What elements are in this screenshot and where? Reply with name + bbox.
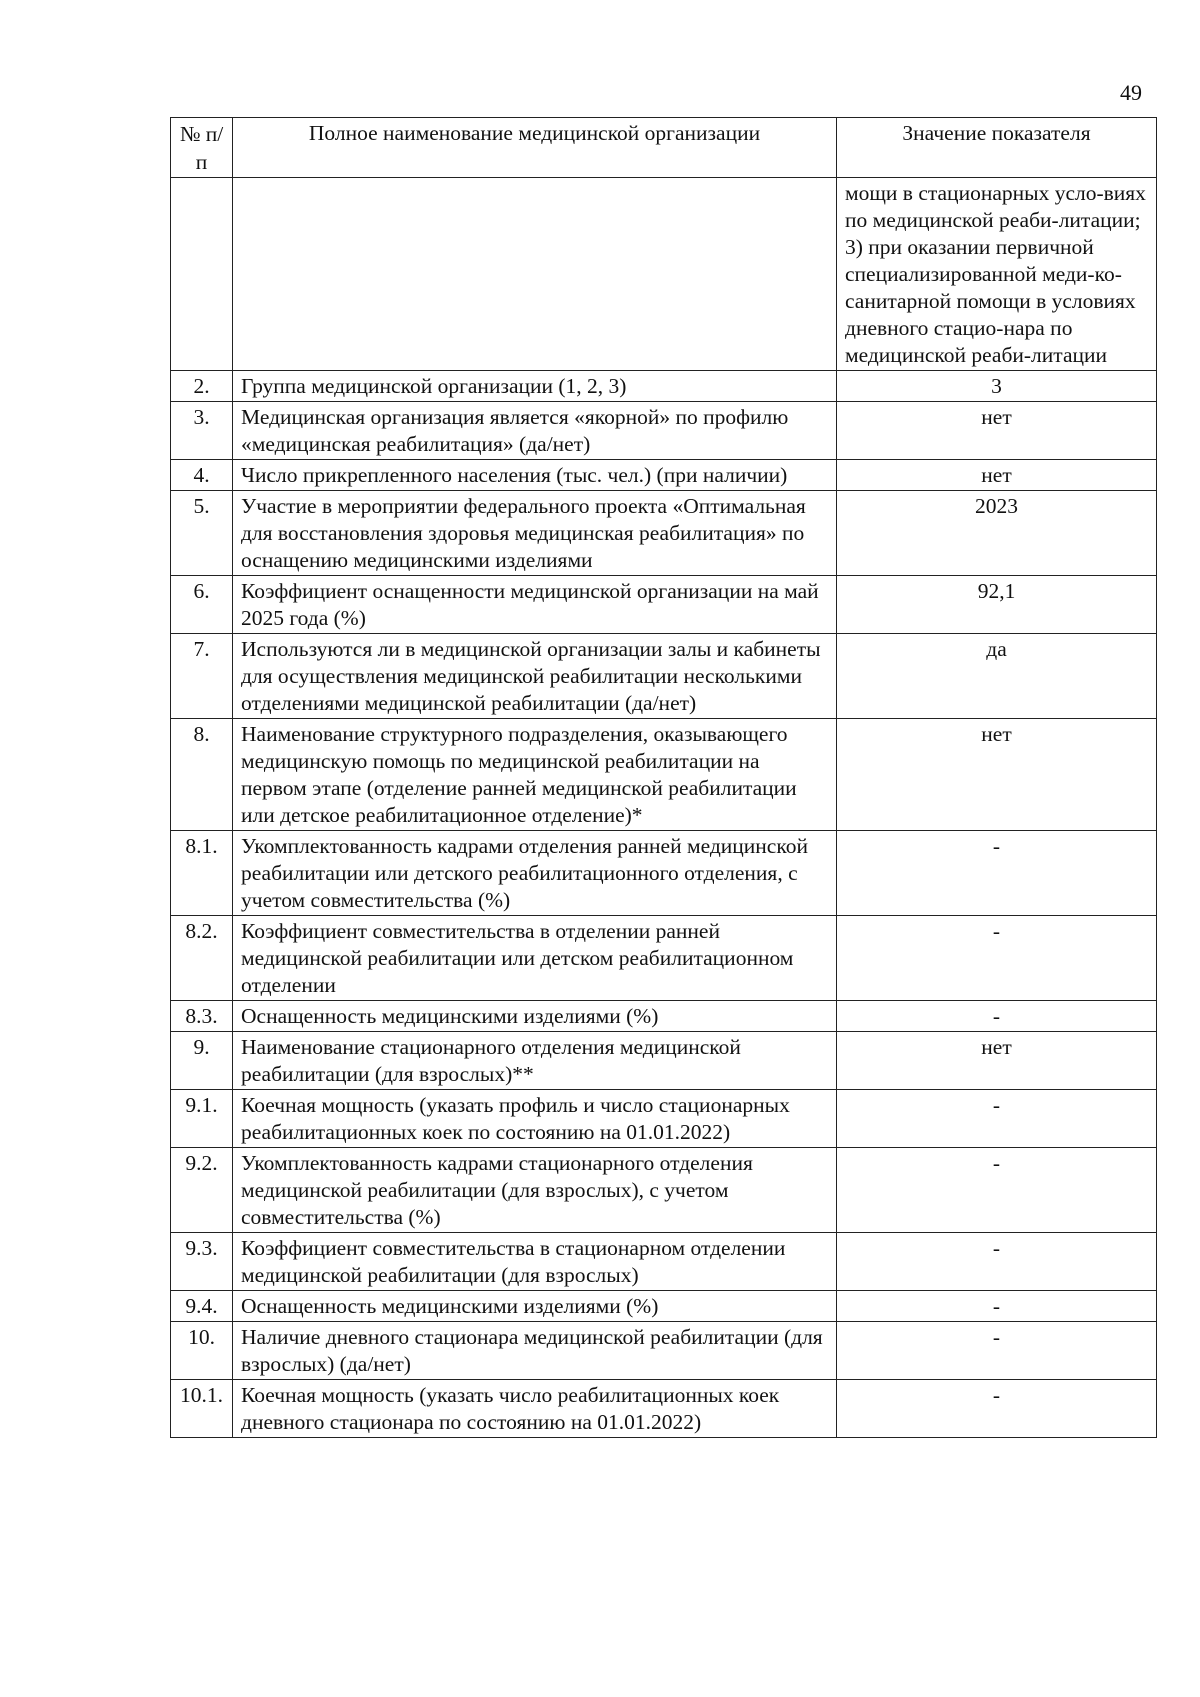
- cell-number: 9.: [171, 1032, 233, 1090]
- table-header-row: [171, 118, 1157, 178]
- table-row: [171, 1001, 1157, 1032]
- cell-name: Участие в мероприятии федерального проекта «Оптимальная для восстановления здоровья медицинская реабилитация» по оснащению медицинскими изделиями: [233, 491, 837, 576]
- table-row: [171, 371, 1157, 402]
- cell-number: 3.: [171, 402, 233, 460]
- cell-value: 3: [837, 371, 1157, 402]
- cell-value: -: [837, 1148, 1157, 1233]
- cell-value: 92,1: [837, 576, 1157, 634]
- cell-number: 9.4.: [171, 1291, 233, 1322]
- cell-value: -: [837, 1380, 1157, 1438]
- cell-value: нет: [837, 460, 1157, 491]
- cell-value: -: [837, 831, 1157, 916]
- cell-number: 6.: [171, 576, 233, 634]
- cell-value: нет: [837, 719, 1157, 831]
- cell-name: Группа медицинской организации (1, 2, 3): [233, 371, 837, 402]
- cell-number: [171, 178, 233, 371]
- table-row: [171, 491, 1157, 576]
- cell-name: Коэффициент совместительства в отделении ранней медицинской реабилитации или детском реабилитационном отделении: [233, 916, 837, 1001]
- cell-value-continued: [837, 178, 1157, 371]
- cell-number: 5.: [171, 491, 233, 576]
- header-value: Значение показателя: [837, 118, 1157, 178]
- cell-number: 9.2.: [171, 1148, 233, 1233]
- table-row: [171, 831, 1157, 916]
- cell-name: Наименование структурного подразделения, оказывающего медицинскую помощь по медицинской реабилитации на первом этапе (отделение ранней медицинской реабилитации или детское реабилитационное отделение)*: [233, 719, 837, 831]
- table-row: [171, 1380, 1157, 1438]
- table-row: [171, 1291, 1157, 1322]
- cell-value: 2023: [837, 491, 1157, 576]
- continued-value-line: мощи в стационарных усло-виях по медицинской реаби-литации;: [845, 181, 1146, 232]
- cell-number: 9.1.: [171, 1090, 233, 1148]
- cell-name: [233, 178, 837, 371]
- cell-value: -: [837, 916, 1157, 1001]
- cell-name: Используются ли в медицинской организации залы и кабинеты для осуществления медицинской реабилитации несколькими отделениями медицинской реабилитации (да/нет): [233, 634, 837, 719]
- cell-number: 7.: [171, 634, 233, 719]
- cell-value: нет: [837, 402, 1157, 460]
- cell-number: 10.1.: [171, 1380, 233, 1438]
- cell-value: -: [837, 1322, 1157, 1380]
- cell-name: Коечная мощность (указать число реабилитационных коек дневного стационара по состоянию на 01.01.2022): [233, 1380, 837, 1438]
- table-row-continued: [171, 178, 1157, 371]
- table-row: [171, 634, 1157, 719]
- cell-name: Наименование стационарного отделения медицинской реабилитации (для взрослых)**: [233, 1032, 837, 1090]
- cell-name: Коечная мощность (указать профиль и число стационарных реабилитационных коек по состоянию на 01.01.2022): [233, 1090, 837, 1148]
- table-row: [171, 1148, 1157, 1233]
- cell-number: 2.: [171, 371, 233, 402]
- cell-value: нет: [837, 1032, 1157, 1090]
- cell-number: 8.: [171, 719, 233, 831]
- cell-name: Оснащенность медицинскими изделиями (%): [233, 1291, 837, 1322]
- table-row: [171, 576, 1157, 634]
- table-row: [171, 1233, 1157, 1291]
- cell-value: -: [837, 1233, 1157, 1291]
- cell-number: 4.: [171, 460, 233, 491]
- cell-number: 8.1.: [171, 831, 233, 916]
- cell-name: Укомплектованность кадрами отделения ранней медицинской реабилитации или детского реабилитационного отделения, с учетом совместительства (%): [233, 831, 837, 916]
- cell-value: да: [837, 634, 1157, 719]
- table-row: [171, 402, 1157, 460]
- cell-name: Оснащенность медицинскими изделиями (%): [233, 1001, 837, 1032]
- continued-value-line: 3) при оказании первичной специализированной меди-ко-санитарной помощи в условиях дневного стацио-нара по медицинской реаби-литации: [845, 235, 1136, 367]
- indicators-table: [170, 117, 1157, 1438]
- header-name: Полное наименование медицинской организации: [233, 118, 837, 178]
- table-row: [171, 1090, 1157, 1148]
- cell-name: Медицинская организация является «якорной» по профилю «медицинская реабилитация» (да/нет): [233, 402, 837, 460]
- cell-name: Коэффициент оснащенности медицинской организации на май 2025 года (%): [233, 576, 837, 634]
- header-number: № п/п: [171, 118, 233, 178]
- cell-name: Число прикрепленного населения (тыс. чел.) (при наличии): [233, 460, 837, 491]
- cell-value: -: [837, 1090, 1157, 1148]
- table-row: [171, 1322, 1157, 1380]
- table-row: [171, 460, 1157, 491]
- cell-value: -: [837, 1001, 1157, 1032]
- table-row: [171, 719, 1157, 831]
- cell-name: Коэффициент совместительства в стационарном отделении медицинской реабилитации (для взрослых): [233, 1233, 837, 1291]
- page-number: 49: [1120, 80, 1142, 105]
- cell-name: Укомплектованность кадрами стационарного отделения медицинской реабилитации (для взрослых), с учетом совместительства (%): [233, 1148, 837, 1233]
- cell-name: Наличие дневного стационара медицинской реабилитации (для взрослых) (да/нет): [233, 1322, 837, 1380]
- table-row: [171, 1032, 1157, 1090]
- cell-number: 8.3.: [171, 1001, 233, 1032]
- cell-number: 9.3.: [171, 1233, 233, 1291]
- cell-number: 10.: [171, 1322, 233, 1380]
- cell-number: 8.2.: [171, 916, 233, 1001]
- cell-value: -: [837, 1291, 1157, 1322]
- table-row: [171, 916, 1157, 1001]
